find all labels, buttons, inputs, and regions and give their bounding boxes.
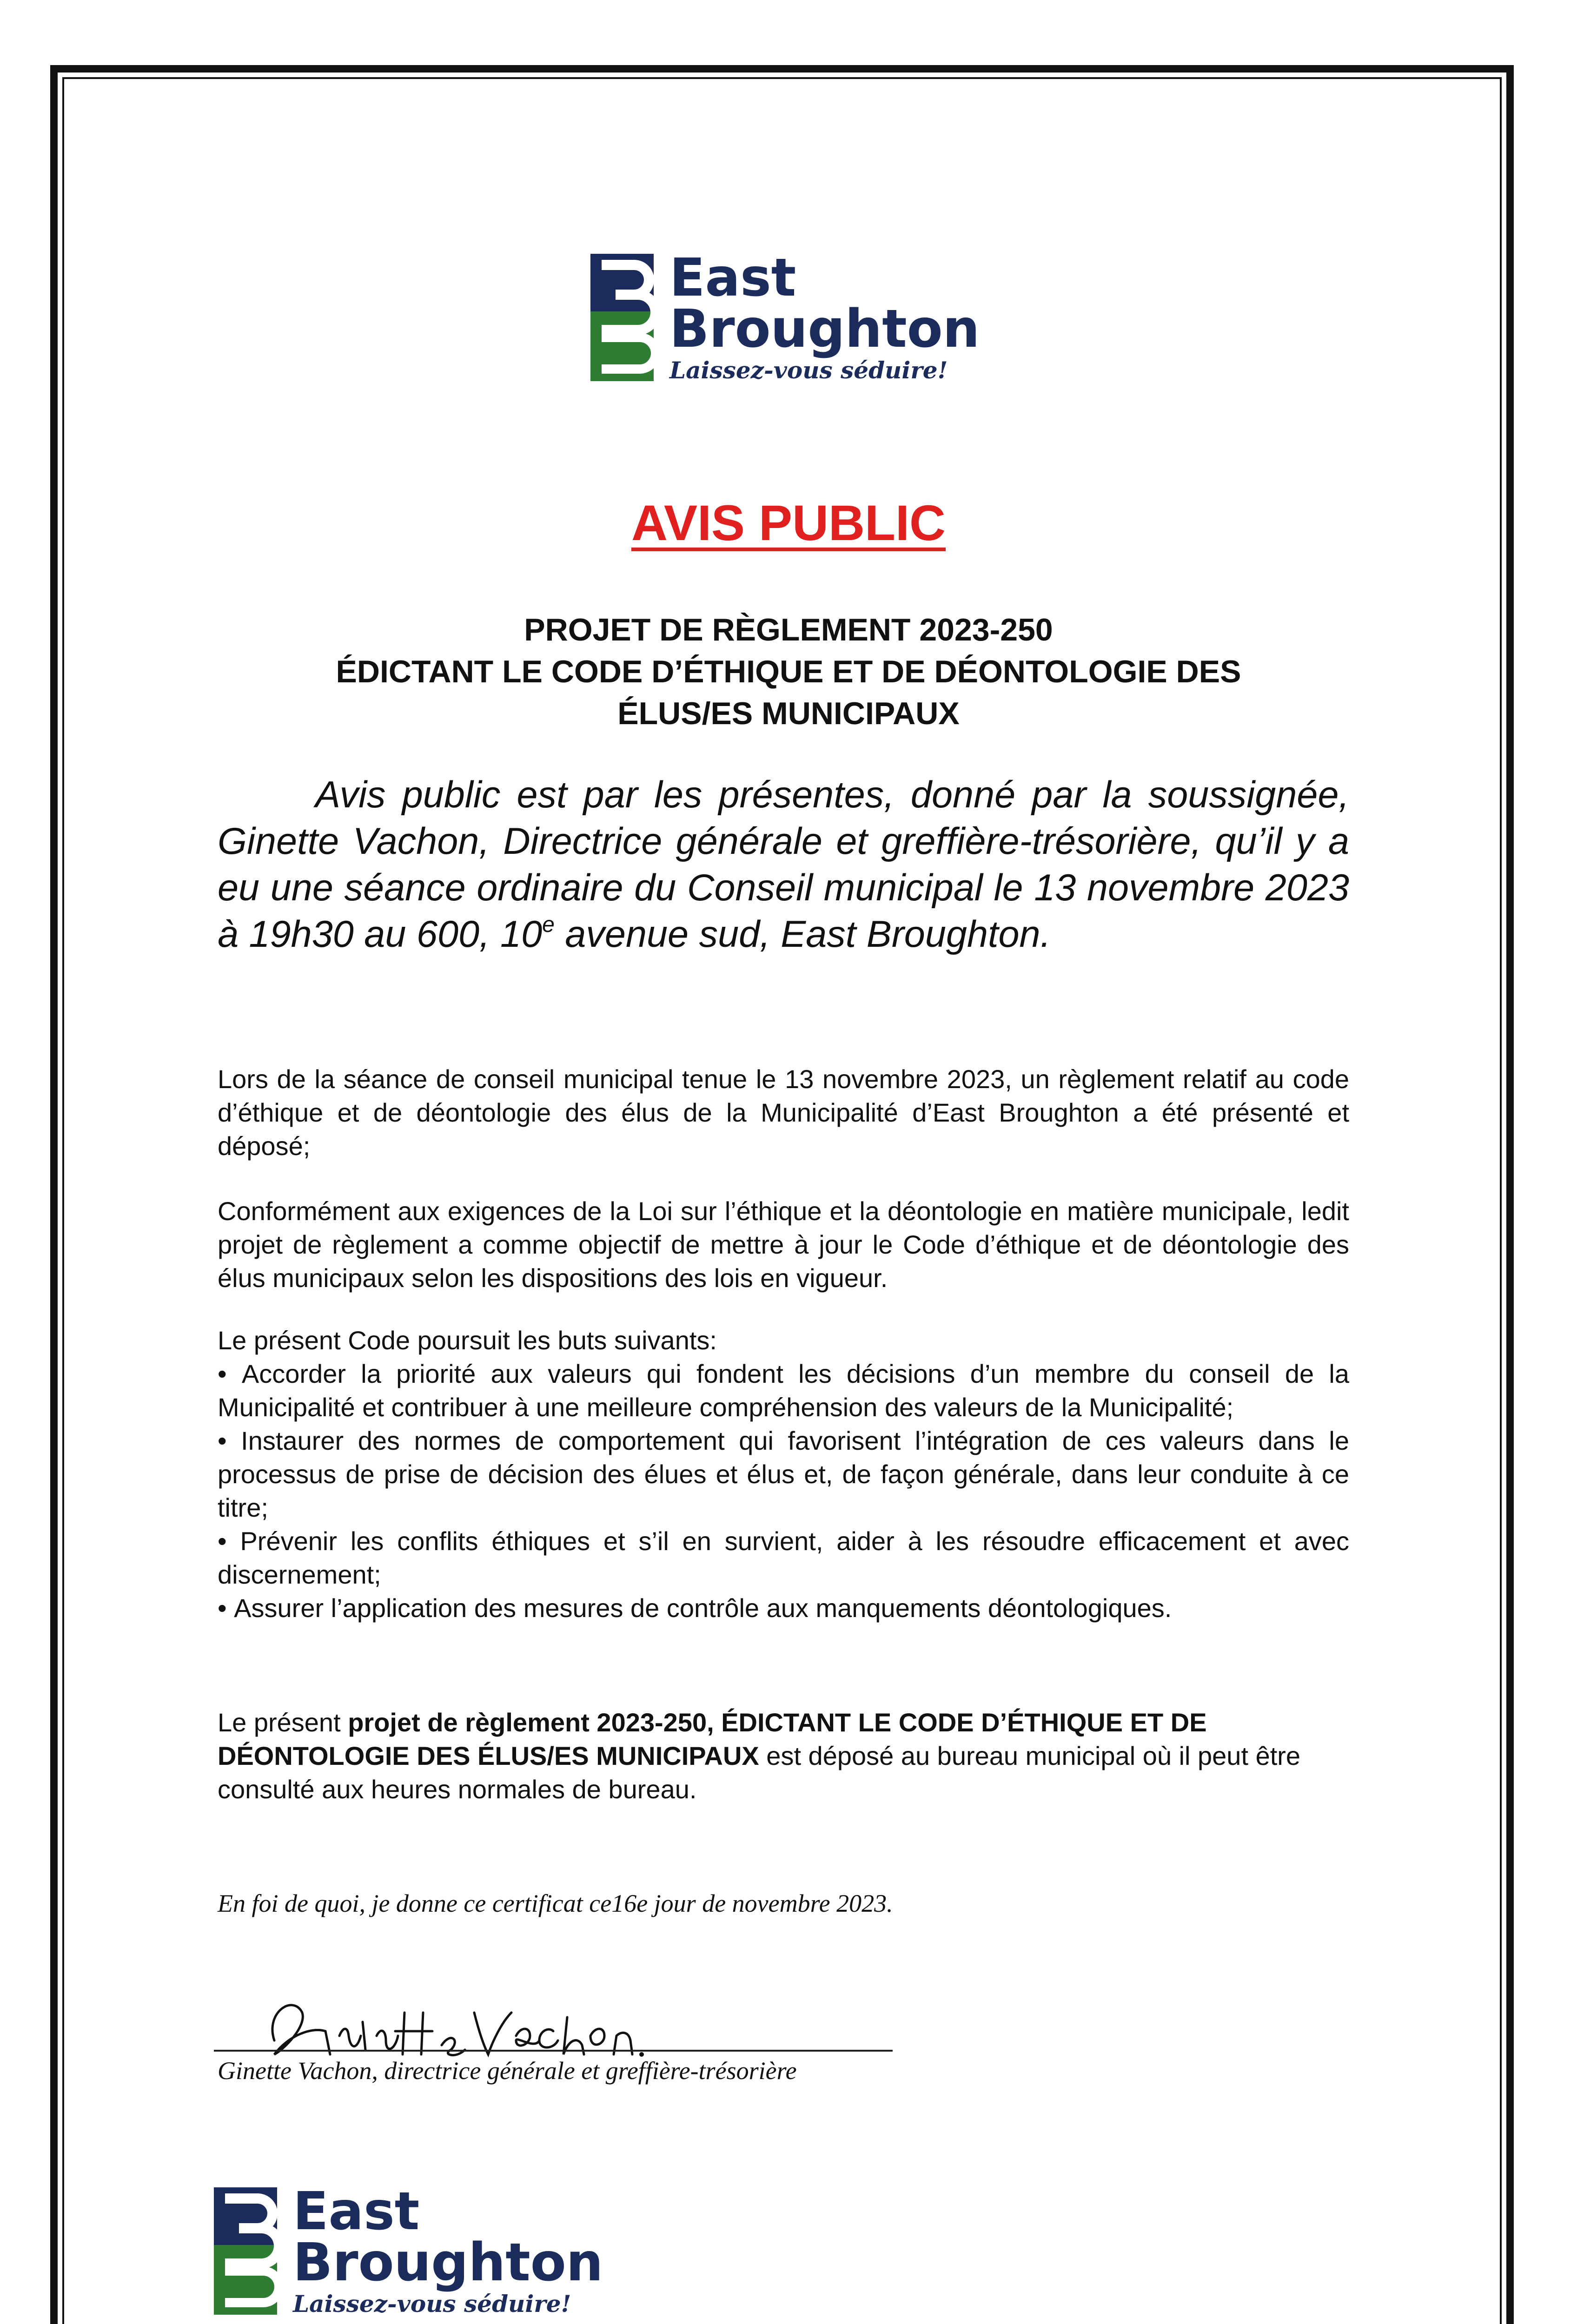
list-item: • Prévenir les conflits éthiques et s’il en survient, aider à les résoudre efficacement et avec discernement; — [218, 1525, 1349, 1591]
certificate-line: En foi de quoi, je donne ce certificat ce16e jour de novembre 2023. — [218, 1889, 893, 1917]
depot-text-end: est déposé au bureau municipal où il peut être consulté aux heures normales de bureau. — [218, 1741, 1301, 1804]
east-broughton-logo-icon — [590, 246, 981, 386]
paragraph-depot — [218, 1706, 1349, 1806]
list-item: • Instaurer des normes de comportement qui favorisent l’intégration de ces valeurs dans le processus de prise de décision des élues et élus et, de façon générale, dans leur conduite à ce titre; — [218, 1424, 1349, 1525]
signature-line — [214, 2050, 893, 2052]
project-title — [186, 609, 1391, 734]
paragraph-conformement: Conformément aux exigences de la Loi sur l’éthique et la déontologie en matière municipale, ledit projet de règlement a comme objectif de mettre à jour le Code d’éthique et de déontologie des élus municipaux selon les dispositions des lois en vigueur. — [218, 1196, 1349, 1293]
project-title-line: ÉLUS/ES MUNICIPAUX — [617, 696, 960, 731]
logo-word-broughton: Broughton — [669, 299, 980, 359]
list-item: • Assurer l’application des mesures de contrôle aux manquements déontologiques. — [218, 1591, 1349, 1625]
project-title-line: PROJET DE RÈGLEMENT 2023-250 — [524, 612, 1053, 647]
logo-word-broughton: Broughton — [293, 2232, 603, 2293]
paragraph-buts-intro: Le présent Code poursuit les buts suivants: — [218, 1326, 717, 1355]
east-broughton-logo-icon — [214, 2180, 604, 2319]
signatory-name: Ginette Vachon, directrice générale et greffière-trésorière — [218, 2057, 797, 2085]
notice-heading-text: AVIS PUBLIC — [631, 495, 946, 551]
logo-tagline: Laissez-vous séduire! — [669, 357, 948, 384]
logo-word-east: East — [293, 2181, 420, 2242]
paragraph-seance: Lors de la séance de conseil municipal tenue le 13 novembre 2023, un règlement relatif au code d’éthique et de déontologie des élus de la Municipalité d’East Broughton a été présenté et déposé; — [218, 1064, 1349, 1161]
east-broughton-logo-top — [590, 246, 981, 386]
goals-list — [218, 1357, 1349, 1625]
intro-text: Avis public est par les présentes, donné par la soussignée, Ginette Vachon, Directrice générale et greffière-trésorière, qu’il y a eu une séance ordinaire du Conseil municipal le 13 novembre 2023 à 19h30 au 600, 10 — [218, 774, 1349, 955]
depot-text-start: Le présent — [218, 1708, 348, 1737]
project-title-line: ÉDICTANT LE CODE D’ÉTHIQUE ET DE DÉONTOLOGIE DES — [336, 654, 1241, 689]
intro-paragraph — [218, 772, 1349, 957]
notice-heading — [0, 494, 1577, 552]
intro-superscript: e — [542, 912, 555, 937]
list-item: • Accorder la priorité aux valeurs qui fondent les décisions d’un membre du conseil de la Municipalité et contribuer à une meilleure compréhension des valeurs de la Municipalité; — [218, 1357, 1349, 1424]
east-broughton-logo-bottom — [214, 2180, 604, 2319]
logo-tagline: Laissez-vous séduire! — [293, 2290, 571, 2317]
intro-text-end: avenue sud, East Broughton. — [554, 913, 1051, 955]
depot-text-bold: projet de règlement 2023-250, ÉDICTANT LE CODE D’ÉTHIQUE ET DE DÉONTOLOGIE DES ÉLUS/ES MUNICIPAUX — [218, 1708, 1207, 1770]
logo-word-east: East — [669, 248, 796, 308]
